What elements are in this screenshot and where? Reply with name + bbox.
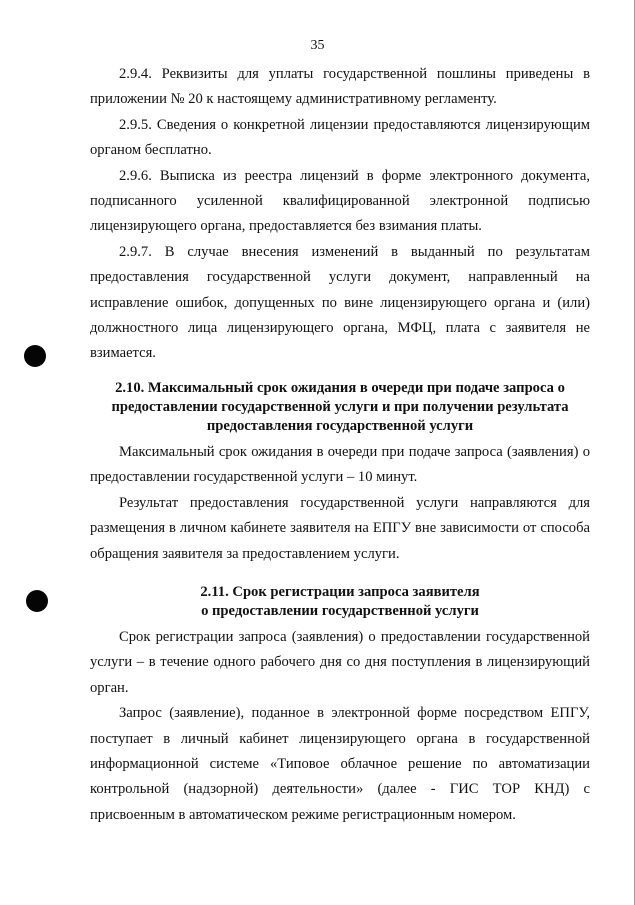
section-heading-2-11-line1: 2.11. Срок регистрации запроса заявителя [200,583,480,600]
punch-hole [24,345,46,367]
section-heading-2-11 [90,583,590,621]
paragraph-2-9-5: 2.9.5. Сведения о конкретной лицензии предоставляются лицензирующим органом бесплатно. [90,116,590,159]
paragraph-2-10-wait-time: Максимальный срок ожидания в очереди при подаче запроса (заявления) о предоставлении государственной услуги – 10 минут. [90,443,590,486]
paragraph-2-9-6: 2.9.6. Выписка из реестра лицензий в форме электронного документа, подписанного усиленной квалифицированной электронной подписью лицензирующего органа, предоставляется без взимания платы. [90,167,590,235]
punch-hole [26,590,48,612]
paragraph-2-9-7: 2.9.7. В случае внесения изменений в выданный по результатам предоставления государственной услуги документ, направленный на исправление ошибок, допущенных по вине лицензирующего органа и (или) должностного лица лицензирующего органа, МФЦ, плата с заявителя не взимается. [90,243,590,362]
paragraph-2-11-electronic-request: Запрос (заявление), поданное в электронной форме посредством ЕПГУ, поступает в личный кабинет лицензирующего органа в государственной информационной системе «Типовое облачное решение по автоматизации контрольной (надзорной) деятельности» (далее - ГИС ТОР КНД) с присвоенным в автоматическом режиме регистрационным номером. [90,705,590,823]
section-heading-2-10: 2.10. Максимальный срок ожидания в очереди при подаче запроса о предоставлении государственной услуги и при получении результата предоставления государственной услуги [111,379,569,434]
paragraph-2-9-4: 2.9.4. Реквизиты для уплаты государственной пошлины приведены в приложении № 20 к настоящему административному регламенту. [90,66,590,108]
paragraph-2-11-registration-term: Срок регистрации запроса (заявления) о предоставлении государственной услуги – в течение одного рабочего дня со дня поступления в лицензирующий орган. [90,628,590,696]
paragraph-2-10-result: Результат предоставления государственной услуги направляются для размещения в личном кабинете заявителя на ЕПГУ вне зависимости от способа обращения заявителя за предоставлением услуги. [90,494,590,562]
section-heading-2-11-line2: о предоставлении государственной услуги [201,602,479,619]
document-body [90,62,590,828]
page-number: 35 [310,38,325,53]
